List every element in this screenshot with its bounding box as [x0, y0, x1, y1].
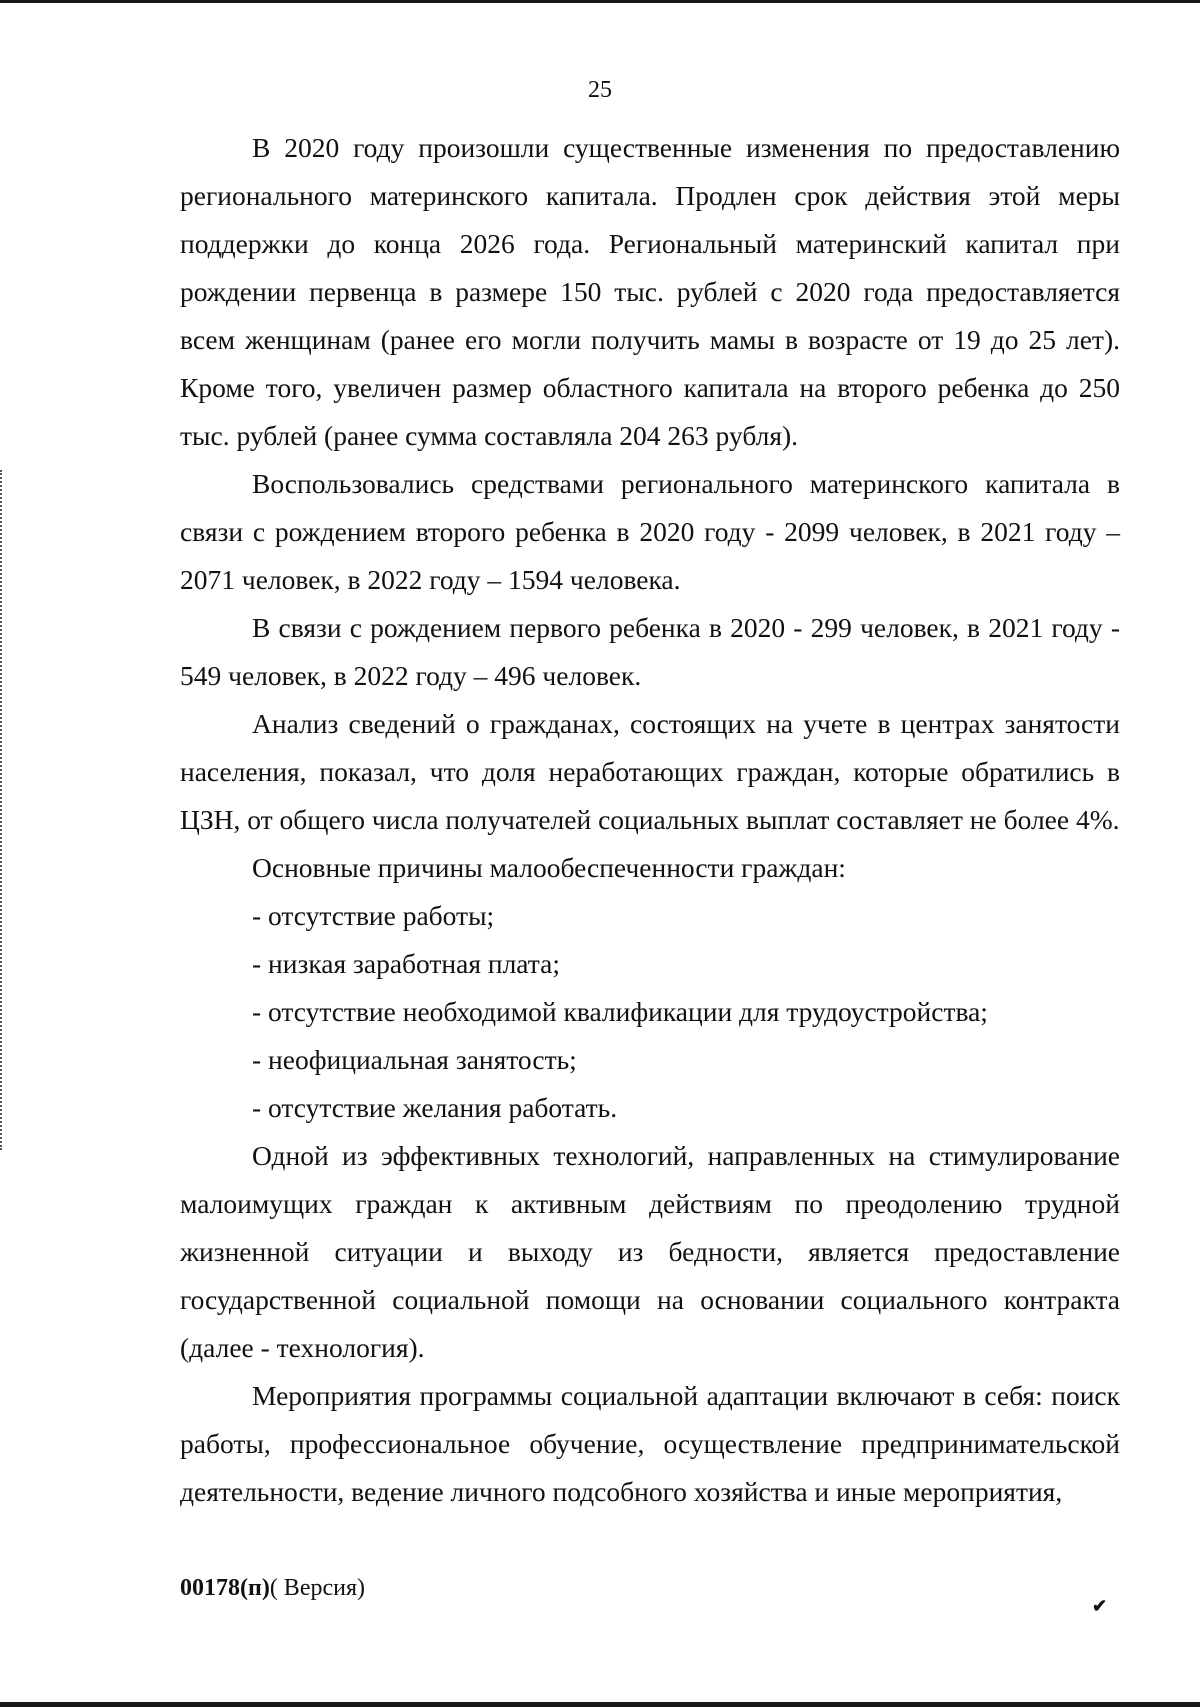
list-item: - низкая заработная плата;: [252, 948, 561, 979]
document-body: [180, 124, 1120, 1516]
list-item: - отсутствие желания работать.: [252, 1092, 618, 1123]
page-number: 25: [588, 77, 612, 103]
list-item: - отсутствие работы;: [252, 900, 495, 931]
paragraph-poverty-causes-heading: Основные причины малообеспеченности граждан:: [252, 852, 846, 883]
corner-stamp-mark: ✔: [1092, 1596, 1108, 1616]
paragraph-maternity-capital-changes: В 2020 году произошли существенные изменения по предоставлению регионального материнского капитала. Продлен срок действия этой меры поддержки до конца 2026 года. Региональный материнский капитал при рождении первенца в размере 150 тыс. рублей с 2020 года предоставляется всем женщинам (ранее его могли получить мамы в возрасте от 19 до 25 лет). Кроме того, увеличен размер областного капитала на второго ребенка до 250 тыс. рублей (ранее сумма составляла 204 263 рубля).: [180, 132, 1120, 451]
paragraph-social-contract-technology: Одной из эффективных технологий, направленных на стимулирование малоимущих граждан к активным действиям по преодолению трудной жизненной ситуации и выходу из бедности, является предоставление государственной социальной помощи на основании социального контракта (далее - технология).: [180, 1140, 1120, 1363]
scan-bottom-edge: [0, 1702, 1200, 1707]
list-item: - отсутствие необходимой квалификации для трудоустройства;: [252, 996, 988, 1027]
footer-document-code: [180, 1573, 365, 1603]
scan-top-edge: [0, 0, 1200, 3]
paragraph-adaptation-program: Мероприятия программы социальной адаптации включают в себя: поиск работы, профессиональное обучение, осуществление предпринимательской деятельности, ведение личного подсобного хозяйства и иные мероприятия,: [180, 1380, 1120, 1507]
paragraph-first-child-recipients: В связи с рождением первого ребенка в 2020 - 299 человек, в 2021 году - 549 человек, в 2022 году – 496 человек.: [180, 612, 1120, 691]
document-code: 00178(п): [180, 1575, 270, 1601]
paragraph-second-child-recipients: Воспользовались средствами регионального материнского капитала в связи с рождением второго ребенка в 2020 году - 2099 человек, в 2021 году – 2071 человек, в 2022 году – 1594 человека.: [180, 468, 1120, 595]
scan-margin-mark: [0, 470, 4, 1150]
list-item: - неофициальная занятость;: [252, 1044, 577, 1075]
document-version: ( Версия): [269, 1575, 365, 1601]
paragraph-employment-analysis: Анализ сведений о гражданах, состоящих на учете в центрах занятости населения, показал, что доля неработающих граждан, которые обратились в ЦЗН, от общего числа получателей социальных выплат составляет не более 4%.: [180, 708, 1120, 835]
